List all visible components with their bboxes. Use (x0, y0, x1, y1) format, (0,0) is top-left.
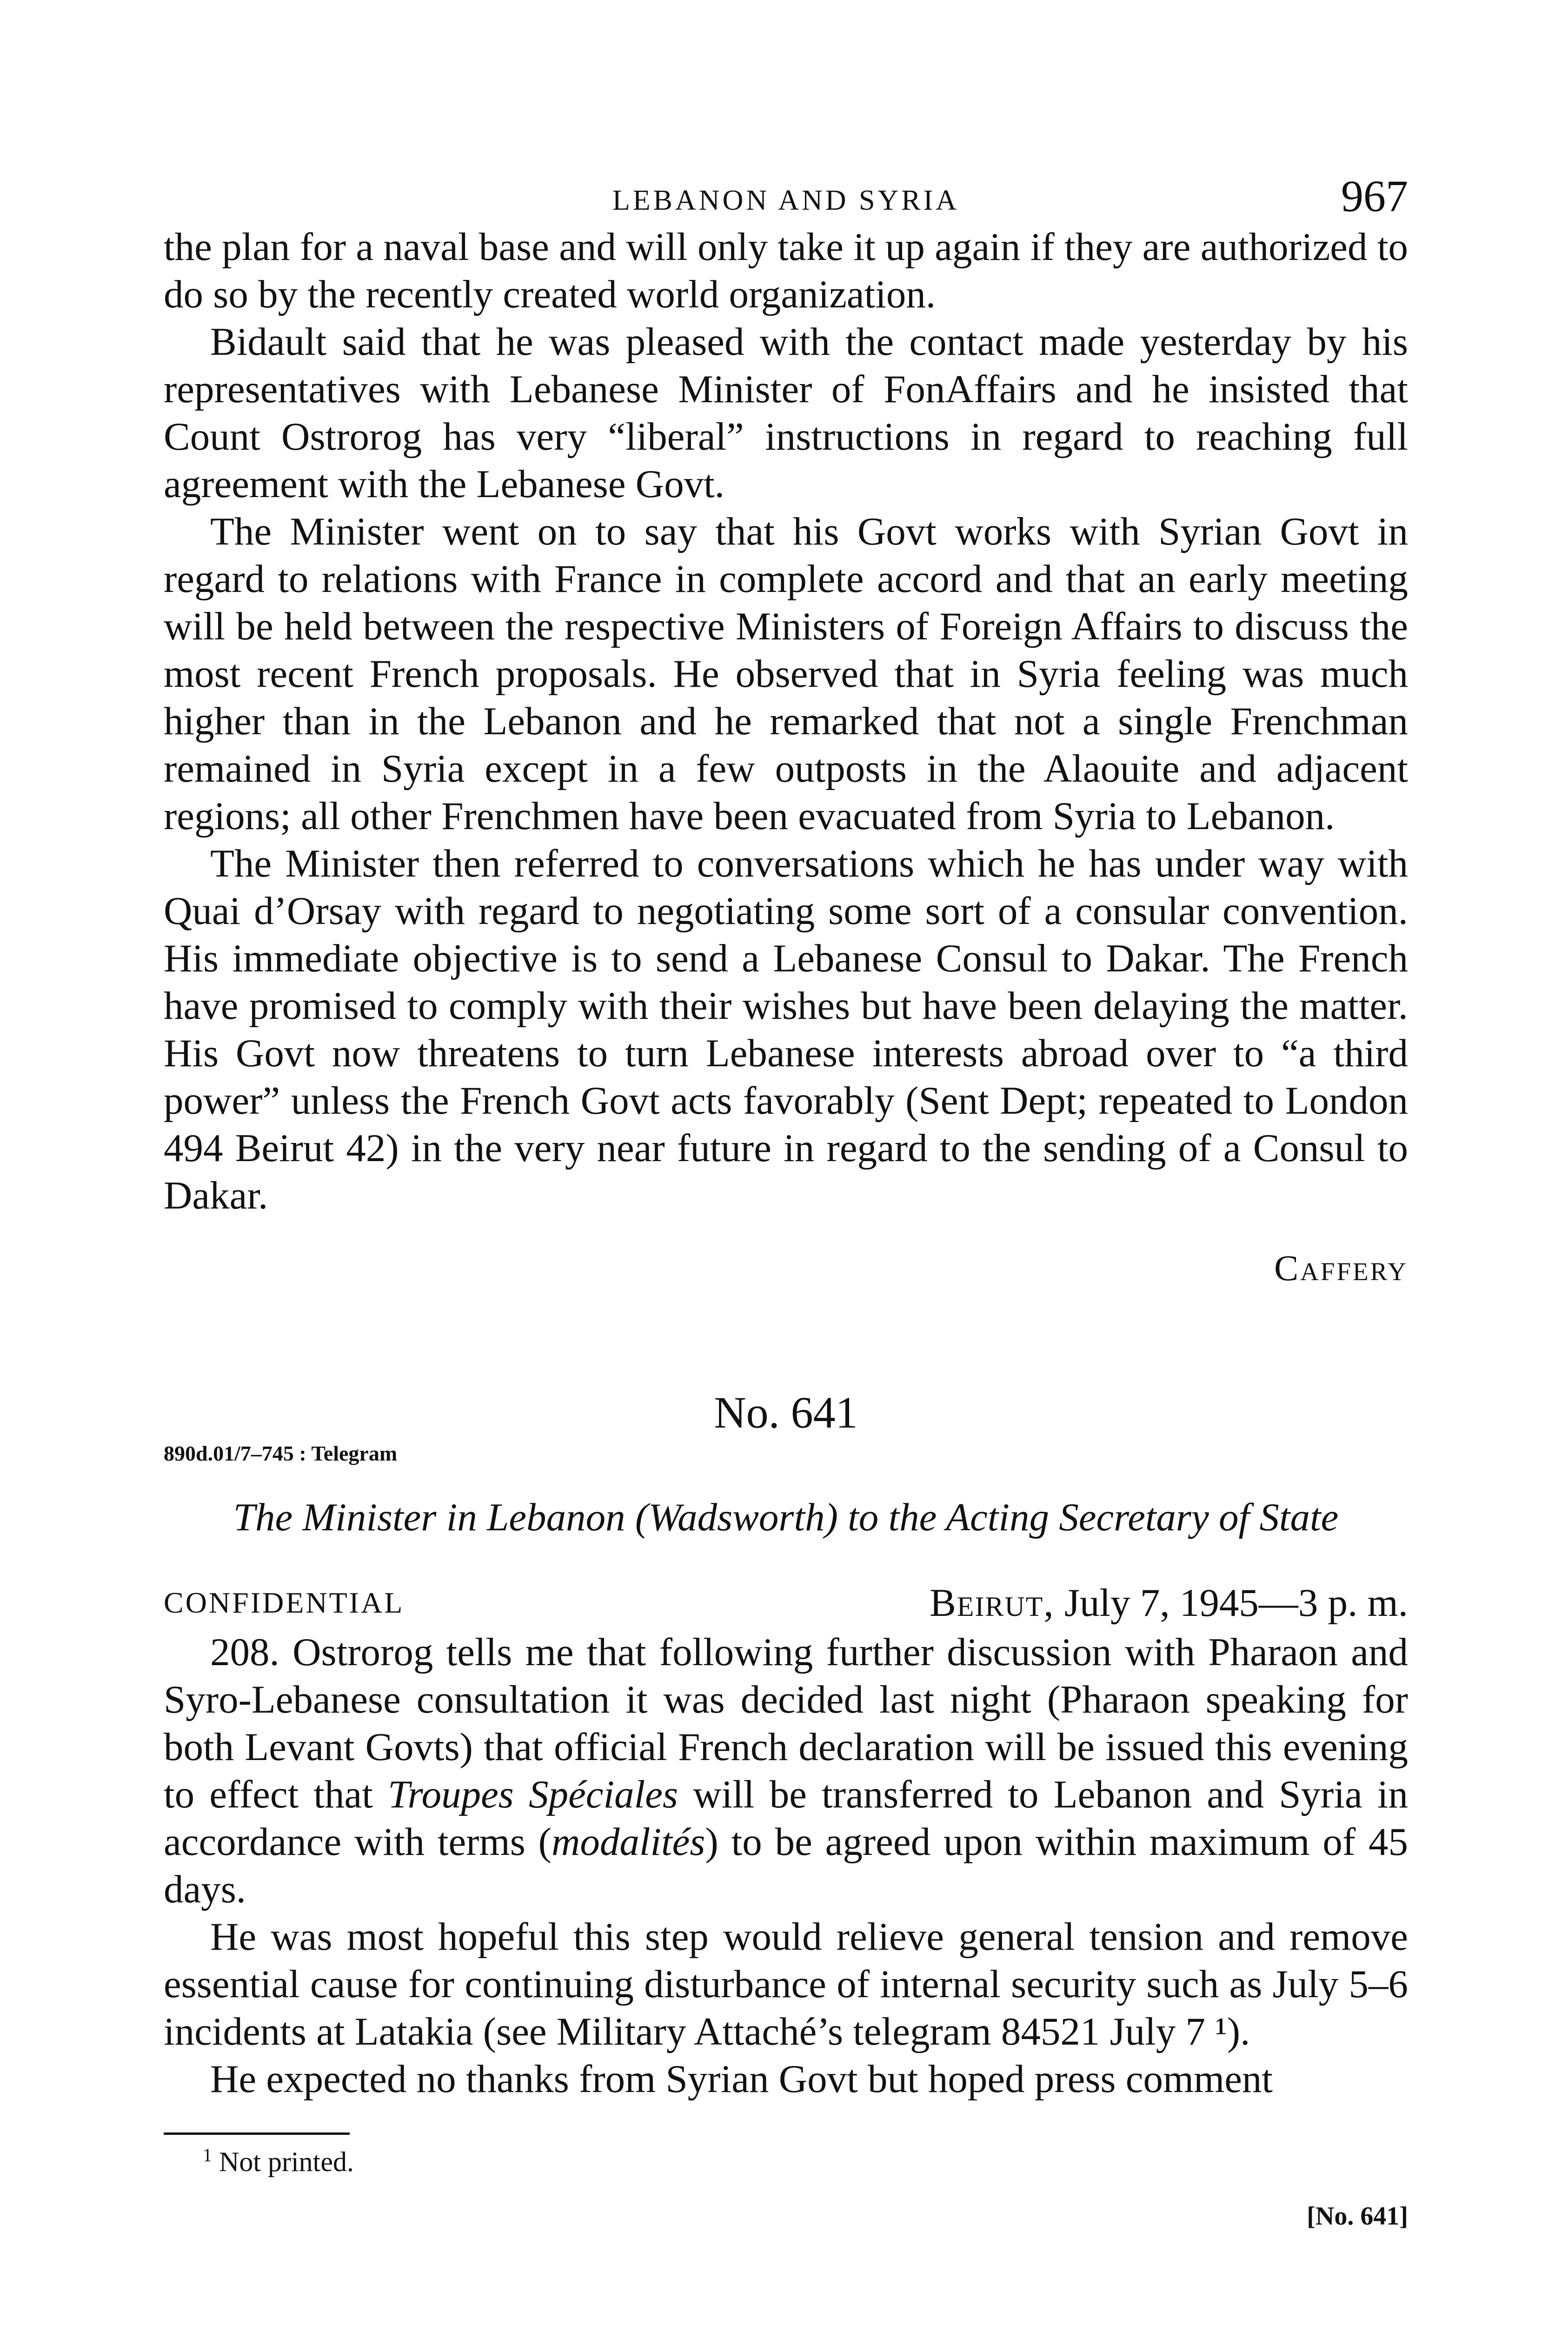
telegram-paragraph-hopeful: He was most hopeful this step would relieve general tension and remove essential cause for continuing disturbance of internal security such as July 5–6 incidents at Latakia (see Military Attaché’s telegram 84521 July 7 ¹). (164, 1915, 1408, 2053)
dateline-place: Beirut, (930, 1581, 1055, 1625)
dateline (930, 1577, 1408, 1628)
document-number: No. 641 (714, 1388, 858, 1437)
telegram-text-a: 208. Ostrorog tells me that following further discussion with Pharaon and Syro-Lebanese consultation it was decided last night (Pharaon speaking for both Levant Govts) that official French declaration will be issued this evening to effect that (164, 1630, 1408, 1816)
telegram-paragraph-thanks: He expected no thanks from Syrian Govt but hoped press comment (210, 2057, 1273, 2101)
signature: Caffery (1274, 1248, 1408, 1288)
footnote (203, 2144, 1408, 2178)
footnote-divider (164, 2132, 350, 2135)
italic-troupes-speciales: Troupes Spéciales (388, 1773, 678, 1816)
paragraph-consular-convention: The Minister then referred to conversations which he has under way with Quai d’Orsay with regard to negotiating some sort of a consular convention. His immediate objective is to send a Lebanese Consul to Dakar. The French have promised to comply with their wishes but have been delaying the matter. His Govt now threatens to turn Lebanese interests abroad over to “a third power” unless the French Govt acts favorably (Sent Dept; repeated to London 494 Beirut 42) in the very near future in regard to the sending of a Consul to Dakar. (164, 842, 1408, 1217)
page-header (164, 167, 1408, 223)
paragraph-bidault: Bidault said that he was pleased with the contact made yesterday by his representatives with Lebanese Minister of FonAffairs and he insisted that Count Ostrorog has very “liberal” instructions in regard to reaching full agreement with the Lebanese Govt. (164, 320, 1408, 506)
footnote-text: Not printed. (219, 2146, 354, 2177)
italic-modalites: modalités (551, 1820, 705, 1864)
telegram-text-c: ) to be agreed upon within maximum of 45 days. (164, 1820, 1408, 1911)
continued-paragraph: the plan for a naval base and will only take it up again if they are authorized to do so by the recently created world organization. (164, 225, 1408, 316)
page-number: 967 (1341, 171, 1408, 221)
running-head: LEBANON AND SYRIA (612, 185, 960, 216)
dateline-date: July 7, 1945—3 p. m. (1064, 1581, 1408, 1625)
paragraph-minister-syria: The Minister went on to say that his Govt works with Syrian Govt in regard to relations with France in complete accord and that an early meeting will be held between the respective Ministers of Foreign Affairs to discuss the most recent French proposals. He observed that in Syria feeling was much higher than in the Lebanon and he remarked that not a single Frenchman remained in Syria except in a few outposts in the Alaouite and adjacent regions; all other Frenchmen have been evacuated from Syria to Lebanon. (164, 510, 1408, 838)
telegram-text-b: will be transferred to Lebanon and Syria in accordance with terms ( (164, 1773, 1409, 1864)
page-footer-label: [No. 641] (1307, 2202, 1408, 2231)
document-meta (164, 1577, 1408, 1628)
classification-label: CONFIDENTIAL (164, 1586, 405, 1619)
document-page (164, 167, 1408, 2231)
file-reference: 890d.01/7–745 : Telegram (164, 1442, 398, 1465)
document-title: The Minister in Lebanon (Wadsworth) to the Acting Secretary of State (233, 1495, 1339, 1539)
telegram-paragraph-208 (164, 1628, 1408, 1913)
footnote-marker: 1 (203, 2145, 212, 2166)
